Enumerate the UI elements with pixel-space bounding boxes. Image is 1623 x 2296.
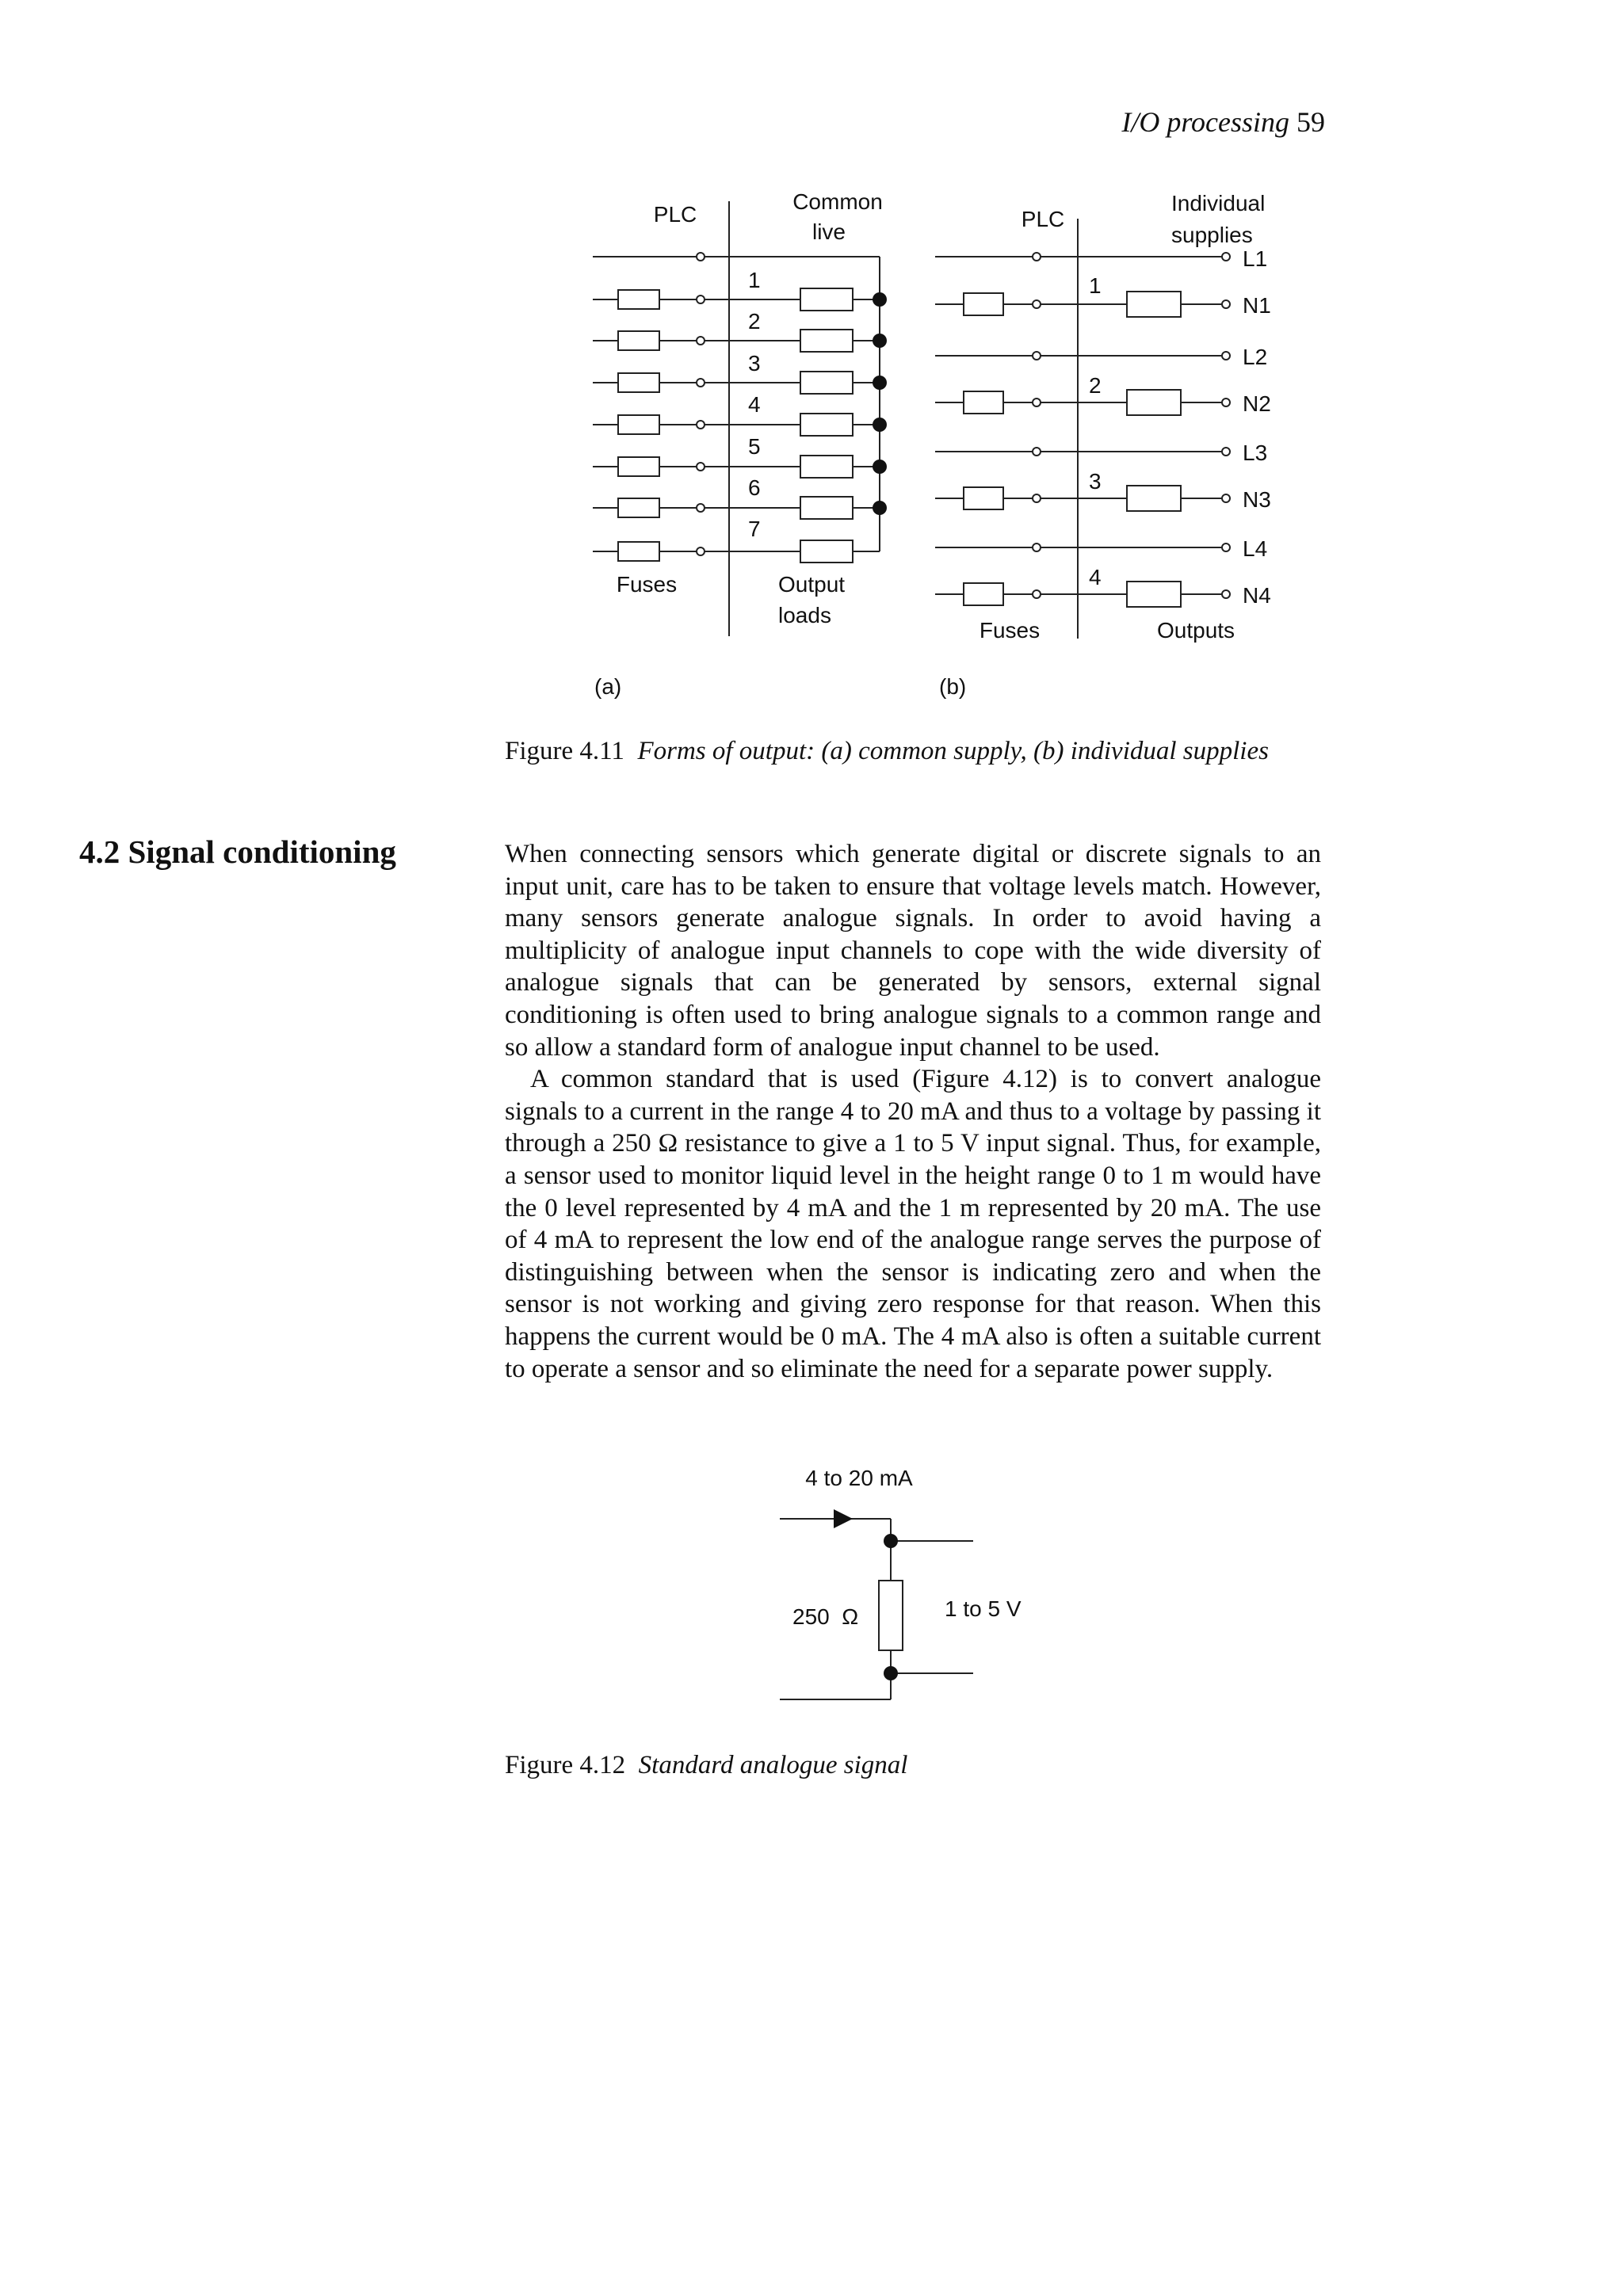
line-label-l3: L3	[1243, 441, 1268, 465]
live-terminal-3	[1033, 448, 1041, 456]
page-number: 59	[1296, 106, 1325, 138]
caption-number: Figure 4.11	[505, 737, 624, 765]
caption-text: Forms of output: (a) common supply, (b) individual supplies	[637, 737, 1269, 765]
supplies-label-2: supplies	[1171, 223, 1253, 247]
terminal-4	[697, 421, 705, 429]
fuse-4	[618, 415, 659, 434]
caption-text: Standard analogue signal	[638, 1751, 908, 1779]
common-label-2: live	[812, 219, 846, 244]
voltage-label: 1 to 5 V	[945, 1596, 1022, 1621]
live-supply-terminal-1	[1222, 253, 1230, 261]
common-label-1: Common	[792, 189, 883, 214]
supplies-label-1: Individual	[1171, 191, 1266, 215]
outputs-label: Outputs	[1157, 618, 1235, 643]
output-load-3	[800, 372, 853, 394]
terminal-6	[697, 504, 705, 512]
output-load-2	[800, 330, 853, 352]
terminal-7	[697, 547, 705, 555]
page-header	[1030, 106, 1325, 138]
fuse-b-2	[964, 391, 1003, 414]
junction-bottom	[884, 1666, 898, 1680]
fuse-2	[618, 331, 659, 350]
neutral-terminal-3	[1222, 494, 1230, 502]
neutral-terminal-2	[1222, 399, 1230, 406]
fuse-b-4	[964, 583, 1003, 605]
output-label-1: Output	[778, 572, 846, 597]
plc-label: PLC	[653, 202, 697, 227]
panel-label-a: (a)	[594, 674, 622, 699]
fuse-3	[618, 373, 659, 392]
channel-b-1: 1	[1089, 273, 1102, 298]
fuses-label-b: Fuses	[979, 618, 1041, 643]
live-terminal-2	[1033, 352, 1041, 360]
caption-number: Figure 4.12	[505, 1751, 626, 1779]
output-channel-rows	[593, 288, 887, 519]
channel-b-3: 3	[1089, 469, 1102, 494]
panel-label-b: (b)	[939, 674, 967, 699]
figure-4-12	[761, 1458, 1062, 1719]
bus-junction-4	[873, 418, 887, 432]
terminal-live	[697, 253, 705, 261]
fuse-1	[618, 290, 659, 309]
fuse-b-3	[964, 487, 1003, 509]
output-load-4	[800, 414, 853, 436]
channel-4: 4	[748, 392, 761, 417]
fuse-5	[618, 457, 659, 476]
resistor-250-ohm	[879, 1581, 903, 1650]
output-load-1	[800, 288, 853, 311]
output-load-5	[800, 456, 853, 478]
current-direction-arrow	[834, 1509, 853, 1528]
neutral-terminal-1	[1222, 300, 1230, 308]
neutral-label-n4: N4	[1243, 583, 1271, 608]
output-terminal-3	[1033, 494, 1041, 502]
channel-7: 7	[748, 517, 761, 541]
neutral-label-n1: N1	[1243, 293, 1271, 318]
fuse-6	[618, 498, 659, 517]
common-supply-diagram	[571, 190, 951, 713]
bus-junction-6	[873, 501, 887, 515]
output-label-2: loads	[778, 603, 831, 627]
running-head-title: I/O processing	[1121, 106, 1289, 138]
live-supply-terminal-3	[1222, 448, 1230, 456]
output-terminal-1	[1033, 300, 1041, 308]
channel-3: 3	[748, 351, 761, 376]
output-device-3	[1127, 486, 1181, 511]
output-terminal-2	[1033, 399, 1041, 406]
section-heading: 4.2 Signal conditioning	[79, 833, 396, 870]
bus-junction-2	[873, 334, 887, 348]
neutral-label-n3: N3	[1243, 487, 1271, 512]
output-terminal-4	[1033, 590, 1041, 598]
terminal-2	[697, 337, 705, 345]
output-device-4	[1127, 582, 1181, 607]
line-label-l1: L1	[1243, 246, 1268, 271]
output-load-7	[800, 540, 853, 563]
figure-4-11-panel-b	[935, 190, 1316, 713]
junction-top	[884, 1534, 898, 1548]
output-load-6	[800, 497, 853, 519]
live-terminal-1	[1033, 253, 1041, 261]
channel-1: 1	[748, 268, 761, 292]
neutral-terminal-4	[1222, 590, 1230, 598]
paragraph-2: A common standard that is used (Figure 4.12) is to convert analogue signals to a current in the range 4 to 20 mA and thus to a voltage by passing it through a 250 Ω resistance to give a 1 to 5 V input signal. Thus, for example, a sensor used to monitor liquid level in the height range 0 to 1 m would have the 0 level represented by 4 mA and the 1 m represented by 20 mA. The use of 4 mA to represent the low end of the analogue range serves the purpose of distinguishing between when the sensor is indicating zero and when the sensor is not working and giving zero response for that reason. When this happens the current would be 0 mA. The 4 mA also is often a suitable current to operate a sensor and so eliminate the need for a separate power supply.	[505, 1065, 1321, 1383]
resistance-label: 250 Ω	[792, 1604, 859, 1629]
channel-6: 6	[748, 475, 761, 500]
fuses-label: Fuses	[616, 572, 678, 597]
terminal-1	[697, 296, 705, 303]
bus-junction-3	[873, 376, 887, 390]
line-label-l2: L2	[1243, 345, 1268, 369]
figure-4-11-panel-a	[571, 190, 951, 713]
live-supply-terminal-4	[1222, 543, 1230, 551]
output-device-1	[1127, 292, 1181, 317]
plc-label-b: PLC	[1021, 207, 1065, 231]
fuse-b-1	[964, 293, 1003, 315]
individual-supplies-diagram	[935, 190, 1316, 713]
channel-2: 2	[748, 309, 761, 334]
figure-4-12-caption	[505, 1749, 907, 1781]
output-channel-pairs	[935, 253, 1230, 607]
bus-junction-1	[873, 292, 887, 307]
output-device-2	[1127, 390, 1181, 415]
channel-b-4: 4	[1089, 565, 1102, 589]
channel-5: 5	[748, 434, 761, 459]
neutral-label-n2: N2	[1243, 391, 1271, 416]
channel-b-2: 2	[1089, 373, 1102, 398]
terminal-3	[697, 379, 705, 387]
fuse-7	[618, 542, 659, 561]
paragraph-1: When connecting sensors which generate digital or discrete signals to an input unit, care has to be taken to ensure that voltage levels match. However, many sensors generate analogue signals. In order to avoid having a multiplicity of analogue input channels to cope with the wide diversity of analogue signals that can be generated by sensors, external signal conditioning is often used to bring analogue signals to a common range and so allow a standard form of analogue input channel to be used.	[505, 840, 1321, 1062]
bus-junction-5	[873, 460, 887, 474]
live-supply-terminal-2	[1222, 352, 1230, 360]
live-terminal-4	[1033, 543, 1041, 551]
section-body	[505, 838, 1321, 1385]
terminal-5	[697, 463, 705, 471]
current-label: 4 to 20 mA	[805, 1466, 913, 1490]
standard-analogue-signal-diagram	[761, 1458, 1062, 1719]
figure-4-11-caption	[505, 735, 1269, 767]
line-label-l4: L4	[1243, 536, 1268, 561]
